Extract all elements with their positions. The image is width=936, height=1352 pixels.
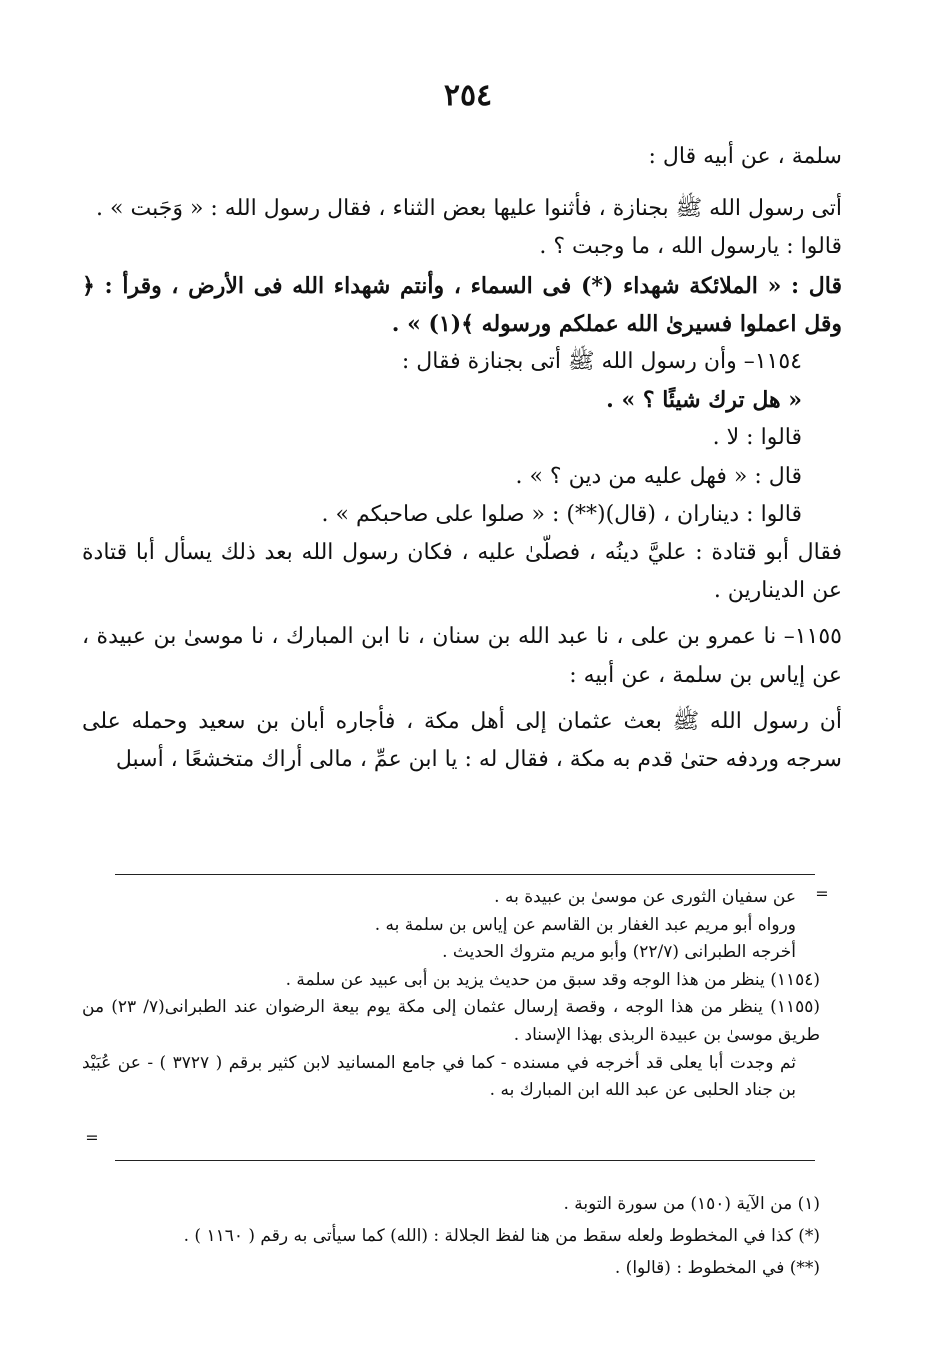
- main-text: [82, 138, 842, 779]
- paragraph: « هل ترك شيئًا ؟ » .: [606, 387, 802, 414]
- footnote-double-star: (**) في المخطوط : (قالوا) .: [614, 1258, 820, 1278]
- page-number: ٢٥٤: [443, 78, 493, 113]
- paragraph: أتى رسول الله ﷺ بجنازة ، فأثنوا عليها بعض الثناء ، فقال رسول الله : « وَجَبت » .: [96, 196, 842, 222]
- paragraph: قال : « فهل عليه من دين ؟ » .: [515, 463, 802, 489]
- footnote-divider: [115, 1160, 815, 1161]
- continuation-mark: =: [85, 1128, 99, 1147]
- hadith-1155: ١١٥٥– نا عمرو بن على ، نا عبد الله بن سنان ، نا ابن المبارك ، نا موسىٰ بن عبيدة ، عن إياس بن سلمة ، عن أبيه :: [82, 624, 842, 688]
- footnote-line: أخرجه الطبرانى (٢٢/٧) وأبو مريم متروك الحديث .: [442, 942, 796, 963]
- hadith-1154: ١١٥٤– وأن رسول الله ﷺ أتى بجنازة فقال :: [401, 349, 802, 375]
- paragraph: قالوا : ديناران ، (قال)(**) : « صلوا على صاحبكم » .: [321, 501, 802, 527]
- continuation-mark: =: [815, 884, 829, 903]
- footnote-star: (*) كذا في المخطوط ولعله سقط من هنا لفظ الجلالة : (الله) كما سيأتى به رقم ( ١١٦٠ ) .: [183, 1226, 820, 1246]
- footnote-1154: (١١٥٤) ينظر من هذا الوجه وقد سبق من حديث يزيد بن أبى عبيد عن سلمة .: [285, 969, 820, 990]
- footnote-divider: [115, 874, 815, 875]
- footnote-line: ثم وجدت أبا يعلى قد أخرجه في مسنده - كما في جامع المسانيد لابن كثير برقم ( ٣٧٢٧ ) - عن عُبَيْد بن جناد الحلبى عن عبد الله ابن المبارك به .: [82, 1052, 796, 1101]
- paragraph: أن رسول الله ﷺ بعث عثمان إلى أهل مكة ، فأجاره أبان بن سعيد وحمله على سرجه وردفه حتىٰ قدم به مكة ، فقال له : يا ابن عمِّ ، مالى أراك متخشعًا ، أسبل: [82, 708, 842, 773]
- footnotes-upper: [82, 884, 820, 1105]
- footnote-1: (١) من الآية (١٥٠) من سورة التوبة .: [563, 1194, 820, 1214]
- paragraph: سلمة ، عن أبيه قال :: [648, 144, 842, 169]
- paragraph: فقال أبو قتادة : عليَّ دينُه ، فصلّىٰ عليه ، فكان رسول الله بعد ذلك يسأل أبا قتادة عن الدينارين .: [82, 540, 842, 604]
- footnotes-lower: [82, 1188, 820, 1284]
- paragraph: قالوا : لا .: [712, 425, 802, 451]
- paragraph: قالوا : يارسول الله ، ما وجبت ؟ .: [539, 234, 842, 260]
- footnote-line: ورواه أبو مريم عبد الغفار بن القاسم عن إياس بن سلمة به .: [374, 914, 796, 935]
- paragraph: قال : « الملائكة شهداء (*) فى السماء ، وأنتم شهداء الله فى الأرض ، وقرأ : ﴿ وقل اعملوا فسيرىٰ الله عملكم ورسوله ﴾(١) » .: [82, 272, 842, 337]
- footnote-1155: (١١٥٥) ينظر من هذا الوجه ، وقصة إرسال عثمان إلى مكة يوم بيعة الرضوان عند الطبرانى(٧/ ٢٣) من طريق موسىٰ بن عبيدة الربذى بهذا الإسناد .: [82, 997, 820, 1045]
- footnote-line: عن سفيان الثورى عن موسىٰ بن عبيدة به .: [494, 887, 796, 907]
